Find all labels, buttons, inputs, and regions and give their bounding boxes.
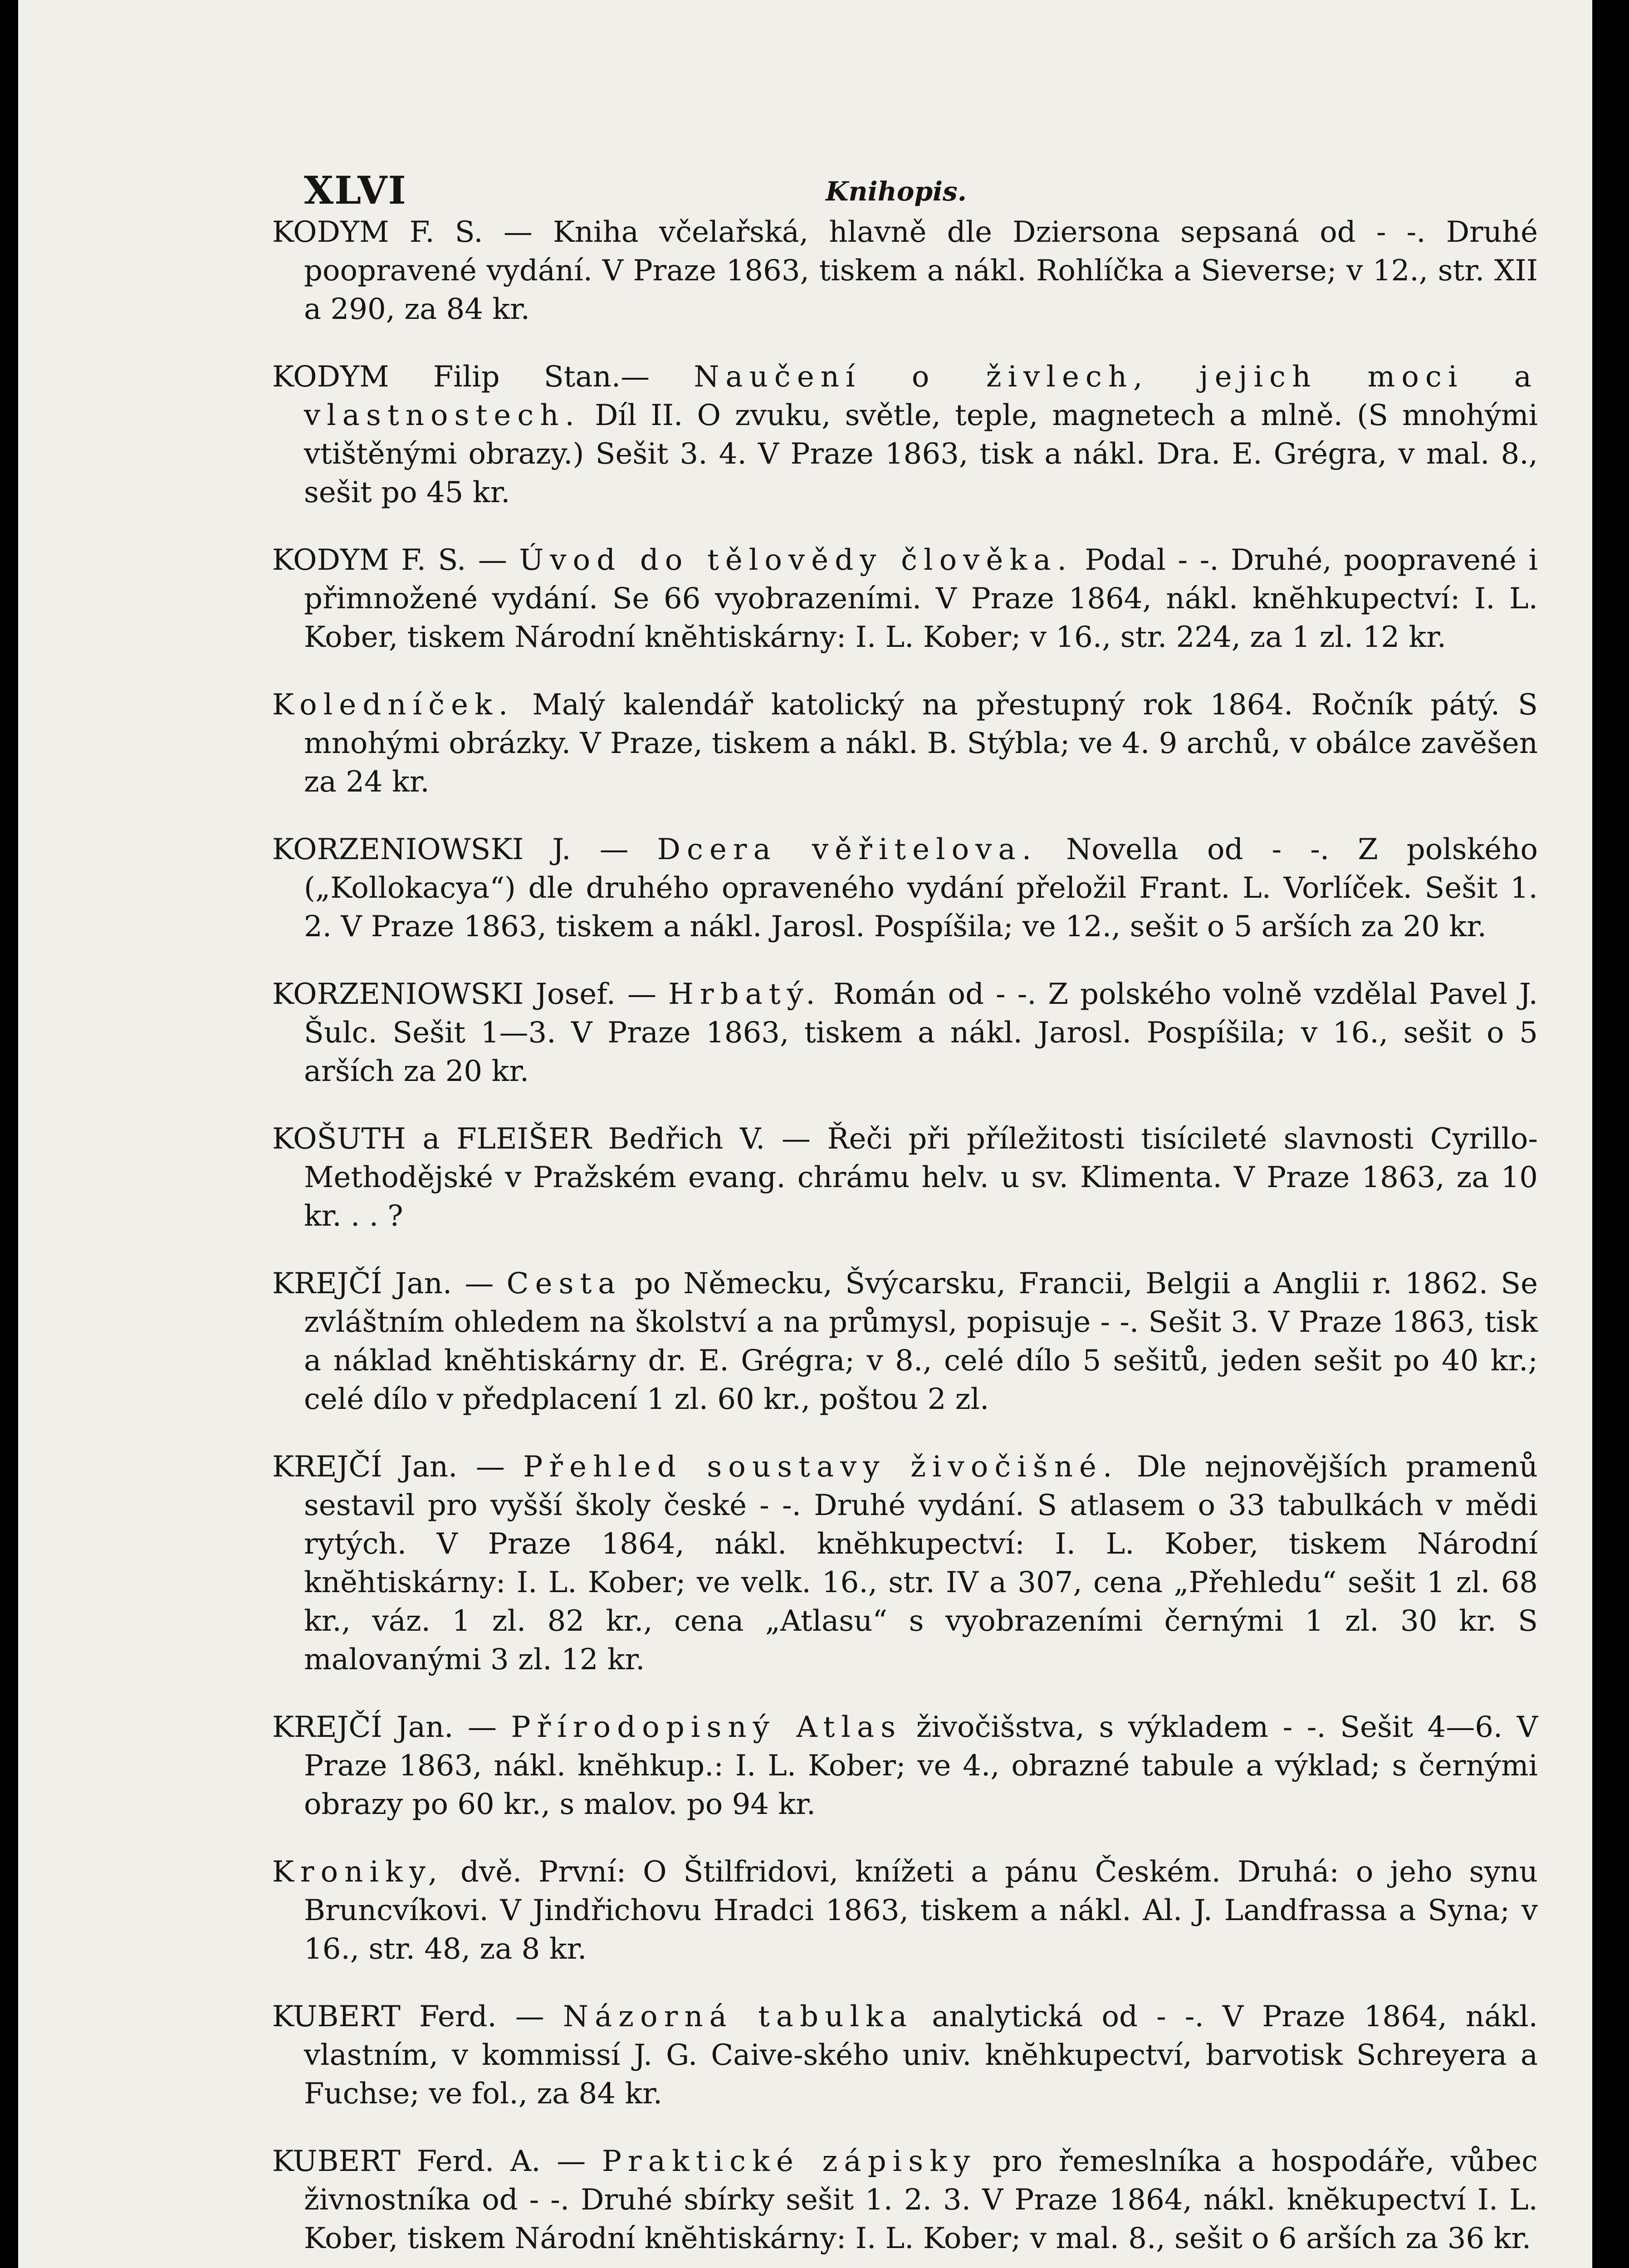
bibliography-entry [272, 831, 1538, 946]
entry-separator: — [483, 215, 553, 249]
entry-separator: — [616, 978, 668, 1011]
entry-separator: — [765, 1122, 827, 1156]
entry-author: KUBERT Ferd. A. [272, 2145, 541, 2178]
entry-details: pro řemeslníka a hospodáře, vůbec živnostníka od - -. Druhé sbírky sešit 1. 2. 3. V Praze 1864, nákl. knĕkupectví I. L. Kober, tiskem Národní knĕhtiskárny: I. L. Kober; v mal. 8., sešit o 6 arších za 36 kr. [304, 2145, 1538, 2255]
bibliography-entry [272, 358, 1538, 512]
bibliography-entry [272, 1708, 1538, 1824]
bibliography-entry [272, 213, 1538, 329]
entry-title: Úvod do tělovědy člověka. [519, 543, 1073, 577]
entry-details: analytická od - -. V Praze 1864, nákl. vlastním, v kommissí J. G. Caive-ského univ. knĕhkupectví, barvotisk Schreyera a Fuchse; ve fol., za 84 kr. [304, 2000, 1538, 2111]
entry-author: KORZENIOWSKI Josef. [272, 978, 616, 1011]
entry-author: KORZENIOWSKI J. [272, 833, 571, 866]
bibliography-entry [272, 1853, 1538, 1969]
bibliography-entries [272, 213, 1538, 2268]
entry-separator: — [496, 2000, 563, 2033]
entry-details: dvě. První: O Štilfridovi, knížeti a pánu Českém. Druhá: o jeho synu Bruncvíkovi. V Jindřichovu Hradci 1863, tiskem a nákl. Al. J. Landfrassa a Syna; v 16., str. 48, za 8 kr. [304, 1855, 1538, 1966]
entry-details: po Německu, Švýcarsku, Francii, Belgii a Anglii r. 1862. Se zvláštním ohledem na školství a na průmysl, popisuje - -. Sešit 3. V Praze 1863, tisk a náklad knĕhtiskárny dr. E. Grégra; v 8., celé dílo 5 sešitů, jeden sešit po 40 kr.; celé dílo v předplacení 1 zl. 60 kr., poštou 2 zl. [304, 1267, 1538, 1416]
entry-author: KUBERT Ferd. [272, 2000, 497, 2033]
entry-separator: — [540, 2145, 602, 2178]
bibliography-entry [272, 1120, 1538, 1236]
entry-author: KREJČÍ Jan. [272, 1267, 452, 1300]
entry-title: Hrbatý. [668, 978, 822, 1011]
entry-separator: — [621, 360, 694, 394]
bibliography-entry [272, 686, 1538, 802]
entry-separator [444, 1855, 460, 1889]
entry-title: Přehled soustavy živočišné. [523, 1450, 1119, 1484]
book-page [18, 0, 1592, 2268]
entry-details: Díl II. O zvuku, světle, teple, magnetech a mlně. (S mnohými vtištěnými obrazy.) Sešit 3. 4. V Praze 1863, tisk a nákl. Dra. E. Grégra, v mal. 8., sešit po 45 kr. [304, 399, 1538, 509]
entry-author: KODYM F. S. [272, 543, 466, 577]
entry-author: KREJČÍ Jan. [272, 1450, 458, 1484]
page-content [272, 136, 1538, 2268]
entry-title: Praktické zápisky [602, 2145, 977, 2178]
entry-author: KREJČÍ Jan. [272, 1711, 454, 1744]
entry-details: Dle nejnovějších pramenů sestavil pro vyšší školy české - -. Druhé vydání. S atlasem o 33 tabulkách v mědi rytých. V Praze 1864, nákl. knĕhkupectví: I. L. Kober, tiskem Národní knĕhtiskárny: I. L. Kober; ve velk. 16., str. IV a 307, cena „Přehledu“ sešit 1 zl. 68 kr., váz. 1 zl. 82 kr., cena „Atlasu“ s vyobrazeními černými 1 zl. 30 kr. S malovanými 3 zl. 12 kr. [304, 1450, 1538, 1677]
bibliography-entry [272, 1265, 1538, 1419]
entry-author: KODYM F. S. [272, 215, 483, 249]
entry-title: Přírodopisný Atlas [511, 1711, 902, 1744]
entry-details: Druhé poopravené vydání. V Praze 1863, tiskem a nákl. Rohlíčka a Sieverse; v 12., str. XII a 290, za 84 kr. [304, 215, 1538, 326]
entry-title: Kniha včelařská, hlavně dle Dziersona sepsaná od - -. [553, 215, 1426, 249]
entry-author: KODYM Filip Stan. [272, 360, 621, 394]
entry-separator: — [452, 1267, 507, 1300]
page-header [272, 136, 1538, 213]
entry-title: Naučení o živlech, jejich moci a vlastnostech. [304, 360, 1538, 432]
entry-author: Koledníček. [272, 688, 514, 722]
page-number: XLVI [304, 168, 407, 213]
entry-details: živočišstva, s výkladem - -. Sešit 4—6. V Praze 1863, nákl. knĕhkup.: I. L. Kober; ve 4., obrazné tabule a výklad; s černými obrazy po 60 kr., s malov. po 94 kr. [304, 1711, 1538, 1821]
entry-details: Řeči při příležitosti tisícileté slavnosti Cyrillo-Methodějské v Pražském evang. chrámu helv. u sv. Klimenta. V Praze 1863, za 10 kr. . . ? [304, 1122, 1538, 1233]
entry-details: Malý kalendář katolický na přestupný rok 1864. Ročník pátý. S mnohými obrázky. V Praze, tiskem a nákl. B. Stýbla; ve 4. 9 archů, v obálce zavĕšen za 24 kr. [304, 688, 1538, 799]
entry-separator: — [571, 833, 657, 866]
entry-separator: — [466, 543, 519, 577]
entry-details: Román od - -. Z polského volně vzdělal Pavel J. Šulc. Sešit 1—3. V Praze 1863, tiskem a nákl. Jarosl. Pospíšila; v 16., sešit o 5 arších za 20 kr. [304, 978, 1538, 1088]
entry-separator: — [453, 1711, 511, 1744]
entry-title: Názorná tabulka [563, 2000, 914, 2033]
entry-separator: — [457, 1450, 523, 1484]
running-title: Knihopis. [826, 176, 967, 207]
bibliography-entry [272, 1448, 1538, 1679]
entry-title: Dcera věřitelova. [657, 833, 1038, 866]
entry-separator [514, 688, 532, 722]
entry-details: Novella od - -. Z polského („Kollokacya“) dle druhého opraveného vydání přeložil Frant. L. Vorlíček. Sešit 1. 2. V Praze 1863, tiskem a nákl. Jarosl. Pospíšila; ve 12., sešit o 5 arších za 20 kr. [304, 833, 1538, 943]
bibliography-entry [272, 541, 1538, 657]
bibliography-entry [272, 1998, 1538, 2113]
entry-author: KOŠUTH a FLEIŠER Bedřich V. [272, 1122, 765, 1156]
bibliography-entry [272, 975, 1538, 1091]
entry-details: Podal - -. Druhé, poopravené i přimnožené vydání. Se 66 vyobrazeními. V Praze 1864, nákl. knĕhkupectví: I. L. Kober, tiskem Národní knĕhtiskárny: I. L. Kober; v 16., str. 224, za 1 zl. 12 kr. [304, 543, 1538, 654]
entry-author: Kroniky, [272, 1855, 444, 1889]
entry-title: Cesta [506, 1267, 622, 1300]
bibliography-entry [272, 2142, 1538, 2258]
